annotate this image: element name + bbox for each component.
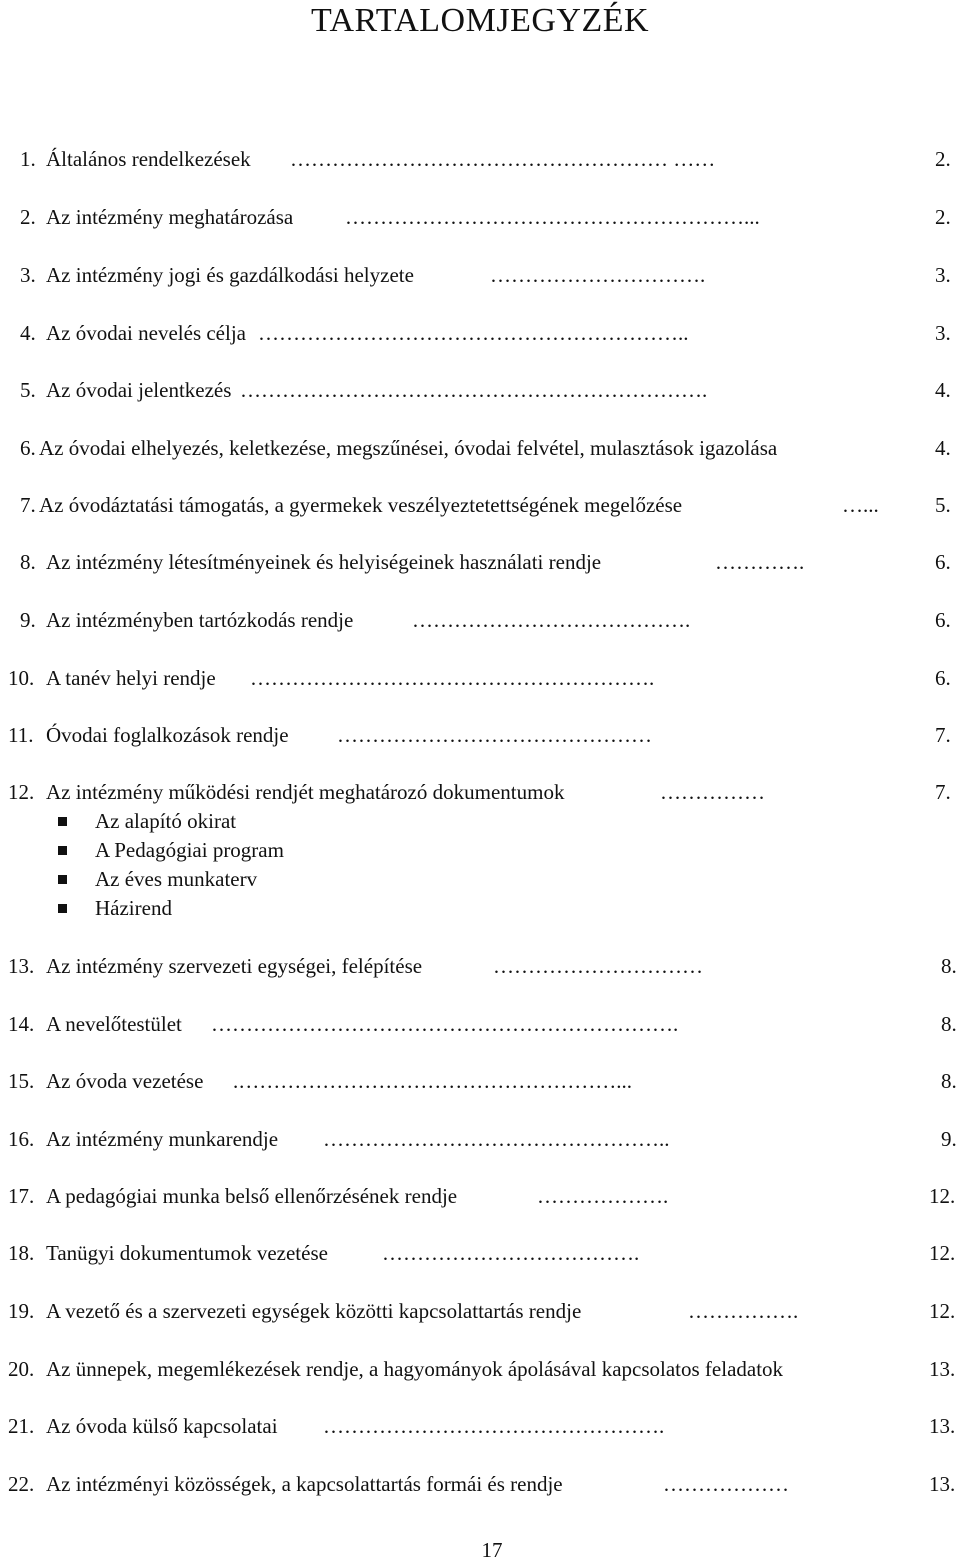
toc-entry-title: A vezető és a szervezeti egységek közötti kapcsolattartás rendje xyxy=(46,1299,582,1323)
toc-entry-page: 6. xyxy=(935,666,951,690)
toc-entry-title: Az intézményi közösségek, a kapcsolattartás formái és rendje xyxy=(46,1472,563,1496)
toc-entry-number: 2. xyxy=(20,205,36,229)
toc-entry-number: 12. xyxy=(8,780,35,804)
toc-entry-title: A tanév helyi rendje xyxy=(46,666,216,690)
toc-entry-number: 22. xyxy=(8,1472,35,1496)
toc-entry-title: Az óvoda vezetése xyxy=(46,1069,204,1093)
page-number: 17 xyxy=(481,1538,503,1562)
toc-entry-page: 7. xyxy=(935,723,951,747)
toc-entry-leader: ………………………………………….. xyxy=(323,1127,670,1151)
square-bullet-icon xyxy=(58,846,67,855)
toc-entry-leader: ………………………… xyxy=(493,954,703,978)
toc-entry-page: 6. xyxy=(935,550,951,574)
toc-entry-page: 13. xyxy=(929,1414,956,1438)
toc-entry-page: 13. xyxy=(929,1357,956,1381)
document-list-label: Az alapító okirat xyxy=(95,809,237,833)
toc-entry-number: 18. xyxy=(8,1241,35,1265)
toc-entry-leader: ……………………………………… xyxy=(337,723,652,747)
toc-entry-title: Az intézmény jogi és gazdálkodási helyzete xyxy=(46,263,414,287)
toc-entry-page: 12. xyxy=(929,1299,956,1323)
toc-entry-page: 4. xyxy=(935,436,951,460)
toc-entry-title: Az intézményben tartózkodás rendje xyxy=(46,608,354,632)
toc-entry-title: Az óvodai elhelyezés, keletkezése, megszűnései, óvodai felvétel, mulasztások igazolása xyxy=(39,436,778,460)
toc-entry-leader: ………………………………. xyxy=(382,1241,640,1265)
toc-entry-leader: …………………………………………………………. xyxy=(240,378,708,402)
toc-entry-number: 6. xyxy=(20,436,36,460)
toc-entry-number: 13. xyxy=(8,954,35,978)
document-list-label: A Pedagógiai program xyxy=(95,838,284,862)
toc-entry-number: 5. xyxy=(20,378,36,402)
toc-entry-number: 3. xyxy=(20,263,36,287)
toc-entry-leader: …………………………………………………. xyxy=(250,666,655,690)
square-bullet-icon xyxy=(58,875,67,884)
toc-entry-title: Az ünnepek, megemlékezések rendje, a hagyományok ápolásával kapcsolatos feladatok xyxy=(46,1357,784,1381)
toc-entry-leader: .………………………………………………... xyxy=(233,1069,632,1093)
toc-entry-title: Tanügyi dokumentumok vezetése xyxy=(46,1241,328,1265)
toc-entry-page: 12. xyxy=(929,1241,956,1265)
page-title: TARTALOMJEGYZÉK xyxy=(310,2,650,39)
toc-entry-page: 9. xyxy=(941,1127,957,1151)
toc-entry-title: Az óvodáztatási támogatás, a gyermekek veszélyeztetettségének megelőzése xyxy=(39,493,683,517)
toc-entry-number: 16. xyxy=(8,1127,35,1151)
toc-entry-title: Óvodai foglalkozások rendje xyxy=(46,723,289,747)
toc-entry-title: Az intézmény meghatározása xyxy=(46,205,294,229)
toc-entry-title: Az óvoda külső kapcsolatai xyxy=(46,1414,278,1438)
toc-entry-page: 13. xyxy=(929,1472,956,1496)
toc-entry-title: A pedagógiai munka belső ellenőrzésének rendje xyxy=(46,1184,458,1208)
toc-entry-number: 20. xyxy=(8,1357,35,1381)
toc-entry-number: 1. xyxy=(20,147,36,171)
toc-entry-title: Az óvodai jelentkezés xyxy=(46,378,232,402)
toc-entry-page: 5. xyxy=(935,493,951,517)
document-list-label: Házirend xyxy=(95,896,172,920)
toc-entry-page: 4. xyxy=(935,378,951,402)
square-bullet-icon xyxy=(58,817,67,826)
toc-entry-leader: …………………………………………………... xyxy=(345,205,760,229)
toc-entry-title: Általános rendelkezések xyxy=(46,147,251,171)
toc-entry-number: 10. xyxy=(8,666,35,690)
toc-entry-number: 19. xyxy=(8,1299,35,1323)
toc-entry-leader: …... xyxy=(842,493,879,517)
toc-entry-number: 7. xyxy=(20,493,36,517)
toc-entry-number: 14. xyxy=(8,1012,35,1036)
toc-entry-page: 6. xyxy=(935,608,951,632)
toc-entry-title: Az intézmény létesítményeinek és helyiségeinek használati rendje xyxy=(46,550,602,574)
toc-entry-number: 4. xyxy=(20,321,36,345)
toc-entry-page: 3. xyxy=(935,263,951,287)
toc-entry-leader: ……………………………………………… …… xyxy=(290,147,716,171)
toc-entry-page: 8. xyxy=(941,954,957,978)
toc-entry-leader: ……………… xyxy=(663,1472,789,1496)
toc-entry-page: 8. xyxy=(941,1012,957,1036)
toc-entry-page: 12. xyxy=(929,1184,956,1208)
document-list-label: Az éves munkaterv xyxy=(95,867,258,891)
toc-entry-number: 15. xyxy=(8,1069,35,1093)
toc-entry-number: 11. xyxy=(8,723,34,747)
toc-entry-leader: ………………. xyxy=(537,1184,669,1208)
toc-entry-leader: …………………………. xyxy=(490,263,706,287)
toc-entry-page: 3. xyxy=(935,321,951,345)
toc-entry-page: 8. xyxy=(941,1069,957,1093)
toc-entry-leader: …………………………………………………………. xyxy=(211,1012,679,1036)
toc-entry-page: 2. xyxy=(935,205,951,229)
toc-entry-leader: ……………. xyxy=(688,1299,799,1323)
toc-entry-title: A nevelőtestület xyxy=(46,1012,182,1036)
toc-entry-number: 21. xyxy=(8,1414,35,1438)
toc-entry-number: 9. xyxy=(20,608,36,632)
toc-entry-page: 7. xyxy=(935,780,951,804)
square-bullet-icon xyxy=(58,904,67,913)
toc-entry-leader: …………… xyxy=(660,780,765,804)
toc-entry-title: Az intézmény működési rendjét meghatározó dokumentumok xyxy=(46,780,565,804)
toc-entry-leader: …………………………………. xyxy=(412,608,691,632)
toc-entry-page: 2. xyxy=(935,147,951,171)
toc-entry-leader: …………. xyxy=(715,550,805,574)
toc-entry-title: Az intézmény munkarendje xyxy=(46,1127,279,1151)
toc-entry-title: Az óvodai nevelés célja xyxy=(46,321,246,345)
toc-entry-number: 17. xyxy=(8,1184,35,1208)
toc-entry-leader: …………………………………………. xyxy=(323,1414,665,1438)
toc-entry-title: Az intézmény szervezeti egységei, felépítése xyxy=(46,954,423,978)
toc-entry-number: 8. xyxy=(20,550,36,574)
toc-entry-leader: …………………………………………………….. xyxy=(258,321,689,345)
